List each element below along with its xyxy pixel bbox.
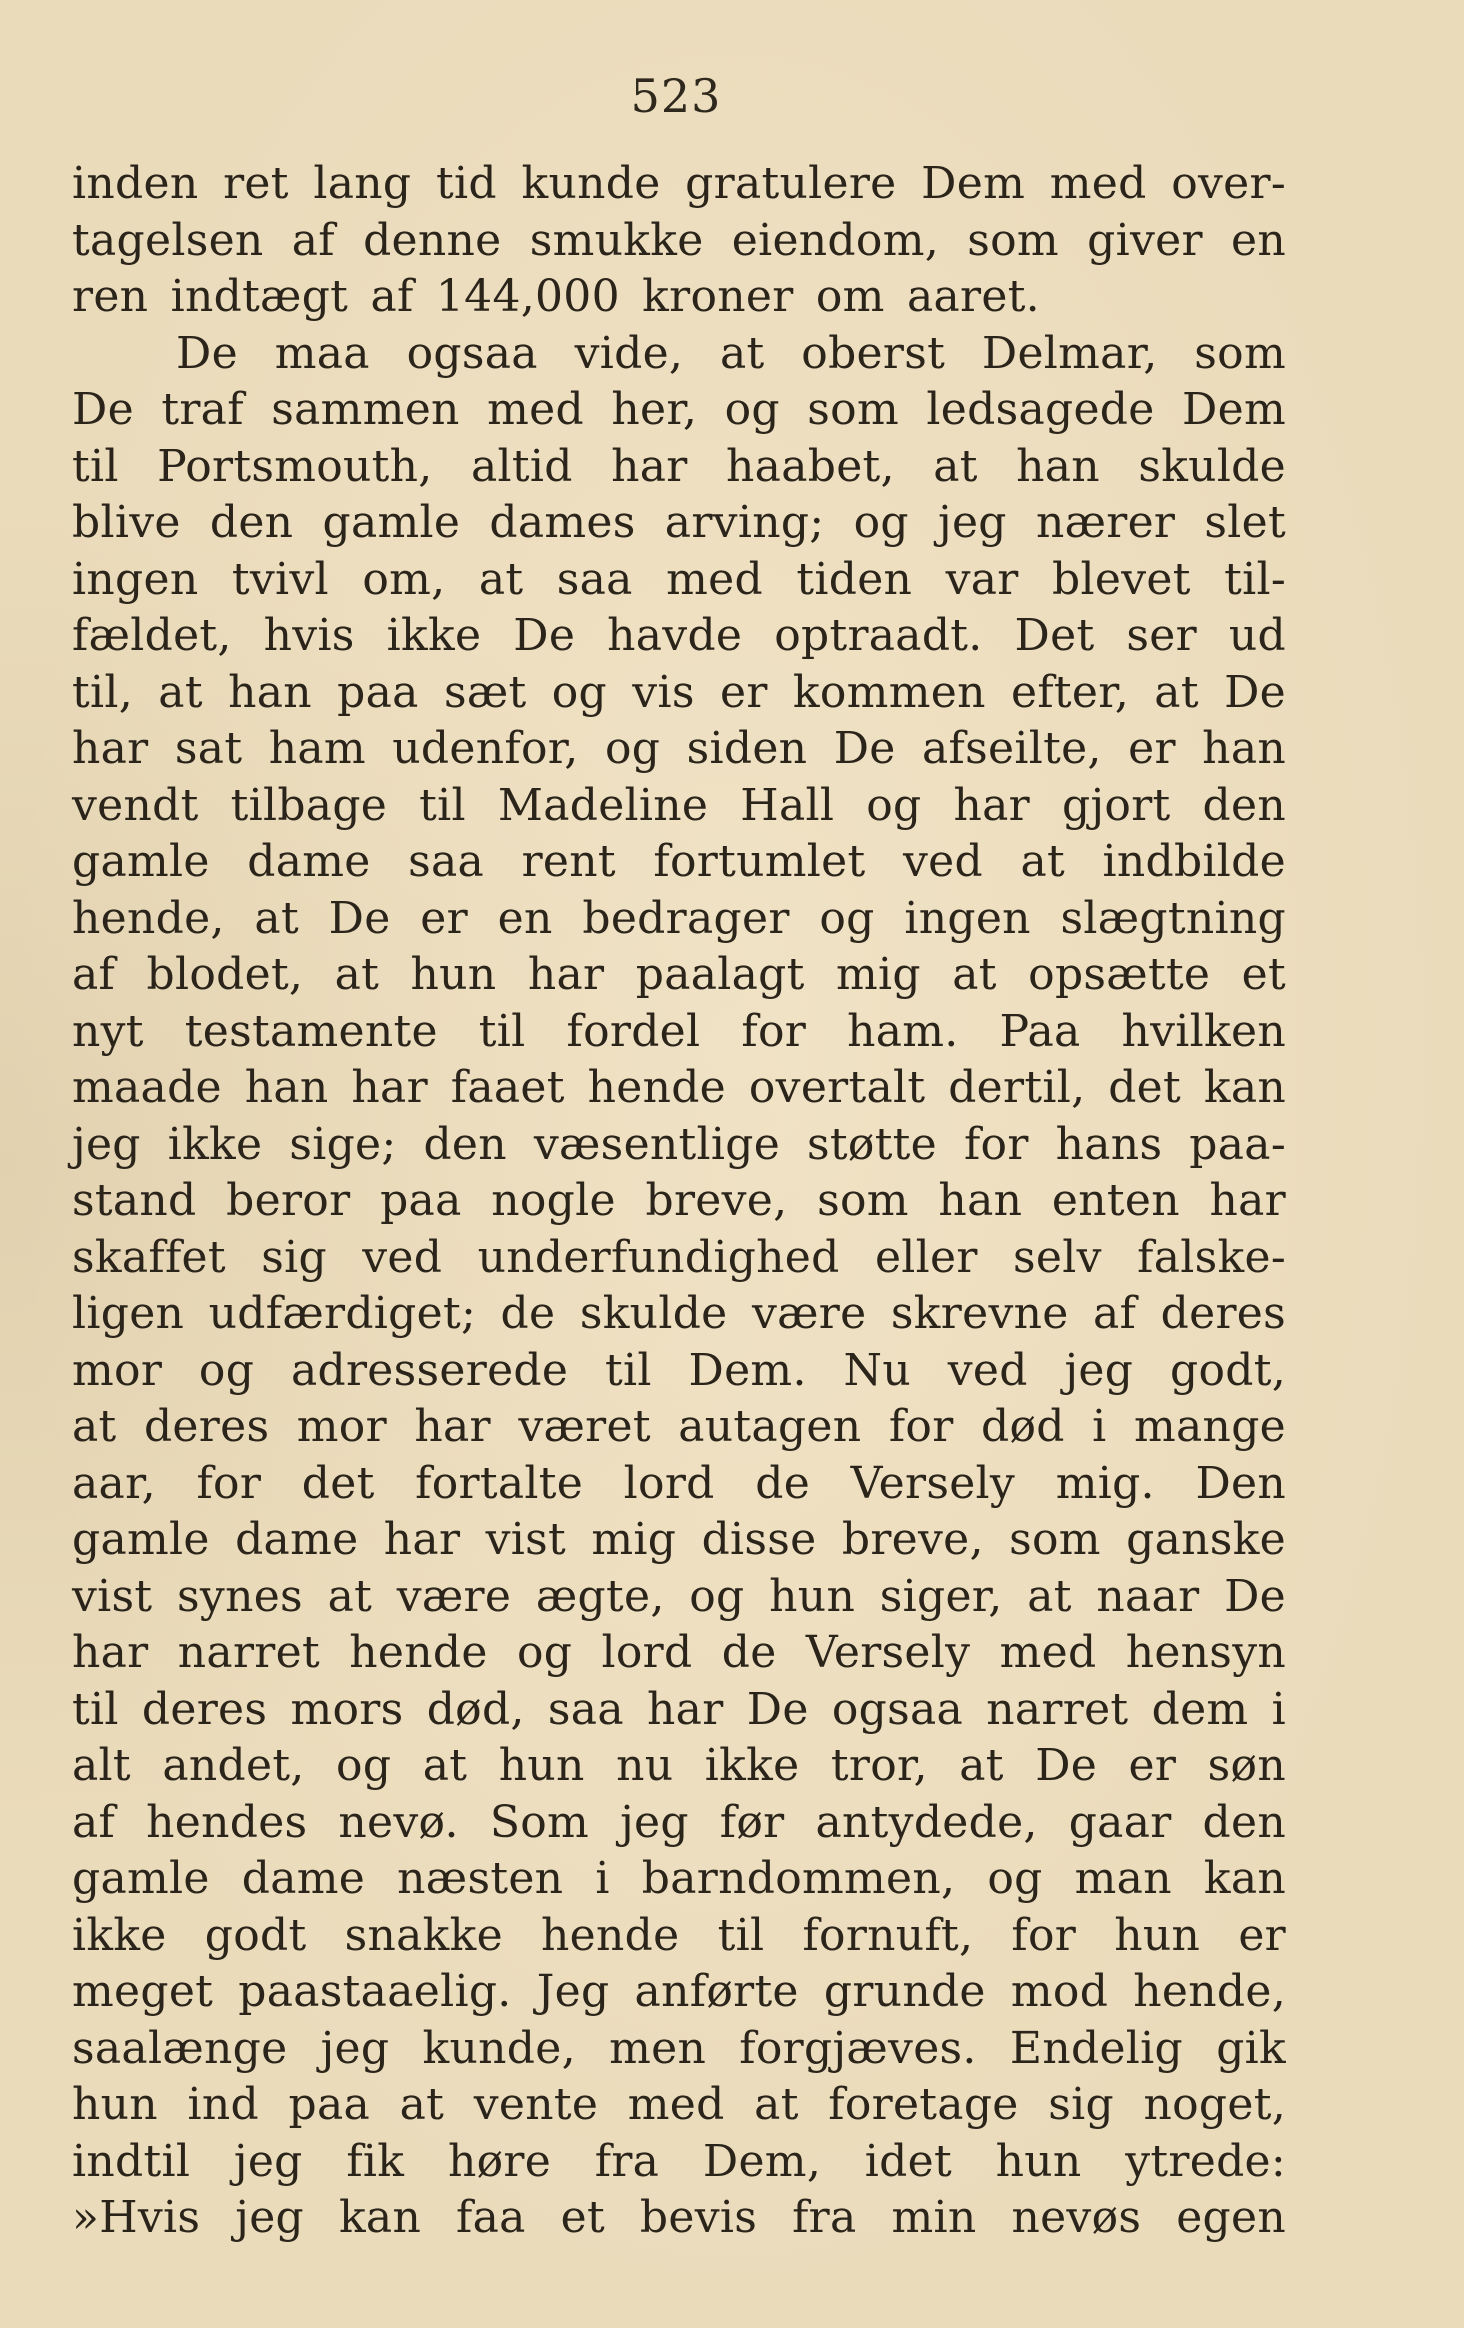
text-line: til, at han paa sæt og vis er kommen efter, at De: [72, 666, 1286, 718]
text-line: vendt tilbage til Madeline Hall og har gjort den: [72, 779, 1286, 831]
text-line: aar, for det fortalte lord de Versely mig. Den: [72, 1457, 1286, 1509]
text-line: hende, at De er en bedrager og ingen slægtning: [72, 892, 1286, 944]
text-line: blive den gamle dames arving; og jeg nærer slet: [72, 497, 1286, 548]
text-line: ren indtægt af 144,000 kroner om aaret.: [72, 271, 1040, 322]
text-line: skaffet sig ved underfundighed eller selv falske-: [72, 1231, 1286, 1283]
text-line: jeg ikke sige; den væsentlige støtte for hans paa-: [72, 1118, 1286, 1170]
text-line: gamle dame har vist mig disse breve, som ganske: [72, 1514, 1286, 1565]
text-line: af hendes nevø. Som jeg før antydede, gaar den: [72, 1796, 1286, 1848]
text-line: hun ind paa at vente med at foretage sig noget,: [72, 2079, 1286, 2130]
text-line: De traf sammen med her, og som ledsagede Dem: [72, 384, 1286, 435]
page-number: 523: [630, 69, 722, 123]
text-line: ikke godt snakke hende til fornuft, for hun er: [72, 1909, 1286, 1961]
text-line: »Hvis jeg kan faa et bevis fra min nevøs egen: [72, 2192, 1286, 2243]
text-line: mor og adresserede til Dem. Nu ved jeg godt,: [72, 1344, 1286, 1396]
text-line: tagelsen af denne smukke eiendom, som giver en: [72, 214, 1286, 266]
text-line: ingen tvivl om, at saa med tiden var blevet til-: [72, 553, 1286, 605]
text-line: inden ret lang tid kunde gratulere Dem med over-: [72, 158, 1286, 209]
text-line: gamle dame saa rent fortumlet ved at indbilde: [72, 836, 1286, 887]
text-line: alt andet, og at hun nu ikke tror, at De er søn: [72, 1740, 1286, 1791]
text-line: fældet, hvis ikke De havde optraadt. Det ser ud: [72, 610, 1286, 661]
text-line: nyt testamente til fordel for ham. Paa hvilken: [72, 1005, 1286, 1057]
text-line: har sat ham udenfor, og siden De afseilte, er han: [72, 723, 1286, 774]
text-line: ligen udfærdiget; de skulde være skrevne af deres: [72, 1288, 1286, 1339]
text-line: af blodet, at hun har paalagt mig at opsætte et: [72, 949, 1286, 1000]
text-line: maade han har faaet hende overtalt dertil, det kan: [72, 1062, 1286, 1113]
text-line: saalænge jeg kunde, men forgjæves. Endelig gik: [72, 2022, 1286, 2074]
text-line: stand beror paa nogle breve, som han enten har: [72, 1175, 1286, 1226]
body-text: [72, 156, 1286, 2247]
text-line: til Portsmouth, altid har haabet, at han skulde: [72, 440, 1286, 492]
text-line: De maa ogsaa vide, at oberst Delmar, som: [176, 327, 1286, 379]
text-line: indtil jeg fik høre fra Dem, idet hun ytrede:: [72, 2135, 1286, 2187]
text-line: vist synes at være ægte, og hun siger, at naar De: [72, 1570, 1286, 1622]
text-line: til deres mors død, saa har De ogsaa narret dem i: [72, 1683, 1286, 1735]
text-line: har narret hende og lord de Versely med hensyn: [72, 1627, 1286, 1678]
text-line: gamle dame næsten i barndommen, og man kan: [72, 1853, 1286, 1904]
text-line: meget paastaaelig. Jeg anførte grunde mod hende,: [72, 1966, 1286, 2017]
text-line: at deres mor har været autagen for død i mange: [72, 1401, 1286, 1452]
